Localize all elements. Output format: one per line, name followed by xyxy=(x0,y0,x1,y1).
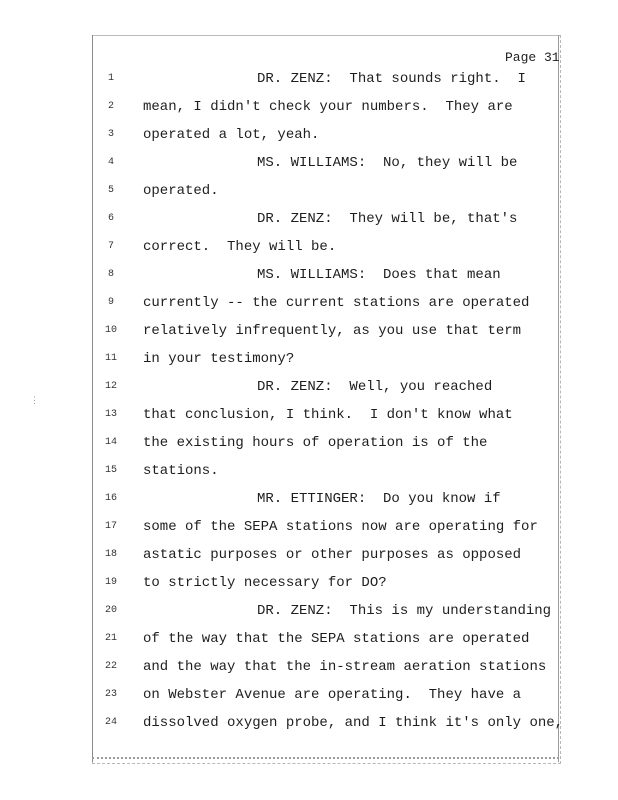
transcript-line xyxy=(0,657,618,677)
line-number: 17 xyxy=(104,521,117,532)
transcript-line xyxy=(0,293,618,313)
transcript-line xyxy=(0,433,618,453)
line-text: astatic purposes or other purposes as opposed xyxy=(143,547,522,563)
line-number: 23 xyxy=(104,689,117,700)
line-number: 6 xyxy=(107,213,114,224)
line-number: 2 xyxy=(107,101,114,112)
transcript-line xyxy=(0,461,618,481)
top-rule xyxy=(92,35,559,36)
line-text: to strictly necessary for DO? xyxy=(143,575,387,591)
line-text: of the way that the SEPA stations are operated xyxy=(143,631,530,647)
line-number: 1 xyxy=(107,73,114,84)
transcript-line xyxy=(0,125,618,145)
line-text: DR. ZENZ: That sounds right. I xyxy=(257,71,526,87)
transcript-line xyxy=(0,629,618,649)
transcript-line xyxy=(0,601,618,621)
line-text: operated. xyxy=(143,183,219,199)
line-text: operated a lot, yeah. xyxy=(143,127,320,143)
line-number: 8 xyxy=(107,269,114,280)
transcript-line xyxy=(0,685,618,705)
transcript-line xyxy=(0,181,618,201)
transcript-line xyxy=(0,377,618,397)
transcript-line xyxy=(0,69,618,89)
line-text: MS. WILLIAMS: No, they will be xyxy=(257,155,518,171)
line-number: 20 xyxy=(104,605,117,616)
transcript-line xyxy=(0,237,618,257)
line-text: in your testimony? xyxy=(143,351,295,367)
transcript-line xyxy=(0,349,618,369)
line-number: 9 xyxy=(107,297,114,308)
line-text: relatively infrequently, as you use that term xyxy=(143,323,522,339)
page-number-label: Page 31 xyxy=(505,50,560,65)
line-text: dissolved oxygen probe, and I think it's only one, xyxy=(143,715,564,731)
transcript-line xyxy=(0,153,618,173)
line-number: 7 xyxy=(107,241,114,252)
line-number: 14 xyxy=(104,437,117,448)
line-text: mean, I didn't check your numbers. They are xyxy=(143,99,513,115)
line-number: 13 xyxy=(104,409,117,420)
transcript-line xyxy=(0,209,618,229)
line-text: on Webster Avenue are operating. They have a xyxy=(143,687,522,703)
line-text: currently -- the current stations are operated xyxy=(143,295,530,311)
transcript-line xyxy=(0,321,618,341)
transcript-line xyxy=(0,265,618,285)
line-number: 24 xyxy=(104,717,117,728)
line-number: 19 xyxy=(104,577,117,588)
line-text: the existing hours of operation is of the xyxy=(143,435,488,451)
line-text: stations. xyxy=(143,463,219,479)
margin-mark: ⋮ xyxy=(30,396,39,406)
transcript-line xyxy=(0,517,618,537)
line-text: MR. ETTINGER: Do you know if xyxy=(257,491,501,507)
line-number: 18 xyxy=(104,549,117,560)
transcript-line xyxy=(0,573,618,593)
line-number: 4 xyxy=(107,157,114,168)
line-text: MS. WILLIAMS: Does that mean xyxy=(257,267,501,283)
line-text: DR. ZENZ: They will be, that's xyxy=(257,211,518,227)
line-text: DR. ZENZ: This is my understanding xyxy=(257,603,552,619)
line-number: 10 xyxy=(104,325,117,336)
line-number: 21 xyxy=(104,633,117,644)
line-text: DR. ZENZ: Well, you reached xyxy=(257,379,493,395)
line-number: 16 xyxy=(104,493,117,504)
line-text: and the way that the in-stream aeration stations xyxy=(143,659,547,675)
line-number: 22 xyxy=(104,661,117,672)
transcript-line xyxy=(0,545,618,565)
line-text: correct. They will be. xyxy=(143,239,337,255)
line-text: some of the SEPA stations now are operating for xyxy=(143,519,538,535)
bottom-rule xyxy=(92,757,559,759)
line-text: that conclusion, I think. I don't know what xyxy=(143,407,513,423)
line-number: 15 xyxy=(104,465,117,476)
transcript-line xyxy=(0,405,618,425)
transcript-line xyxy=(0,489,618,509)
line-number: 11 xyxy=(104,353,117,364)
line-number: 3 xyxy=(107,129,114,140)
line-number: 12 xyxy=(104,381,117,392)
line-number: 5 xyxy=(107,185,114,196)
transcript-line xyxy=(0,713,618,733)
transcript-line xyxy=(0,97,618,117)
